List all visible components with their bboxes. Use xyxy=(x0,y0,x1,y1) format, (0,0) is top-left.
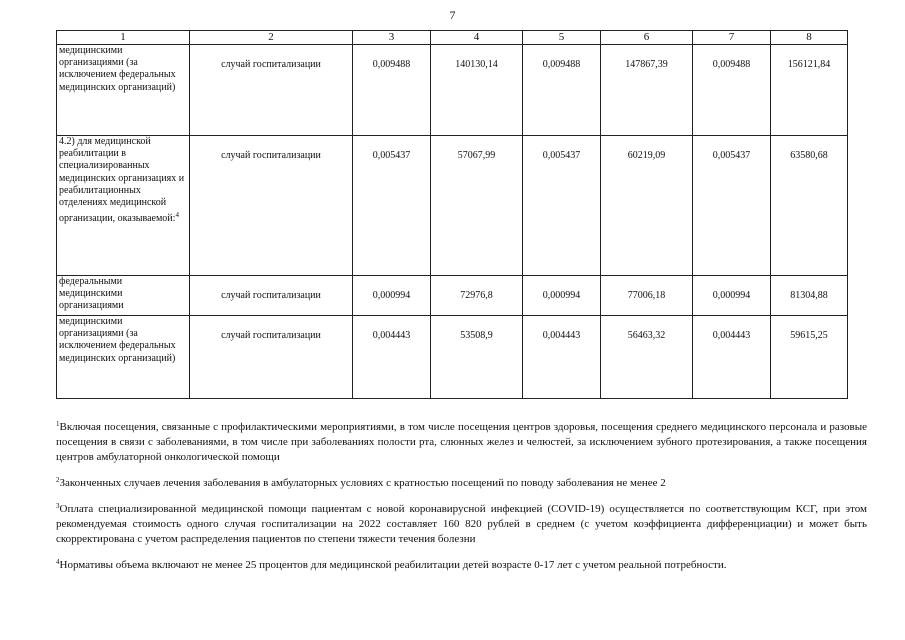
value-cell: 63580,68 xyxy=(771,136,848,276)
column-header: 8 xyxy=(771,31,848,45)
value-cell: 0,000994 xyxy=(353,276,431,316)
table-row xyxy=(57,45,848,136)
column-header: 4 xyxy=(431,31,523,45)
value-cell: 53508,9 xyxy=(431,316,523,399)
footnote-text: Оплата специализированной медицинской помощи пациентам с новой коронавирусной инфекцией (COVID-19) осуществляется по соответствующим КСГ, при этом рекомендуемая стоимость одного случая госпитализации на 2022 составляет 160 820 рублей в среднем (с учетом коэффициента дифференциации) и может быть скорректирована с учетом распределения пациентов по степени тяжести течения болезни xyxy=(56,503,867,545)
page-number: 7 xyxy=(449,8,456,22)
value-cell: 140130,14 xyxy=(431,45,523,136)
footnote xyxy=(56,555,867,573)
value-cell: 0,004443 xyxy=(353,316,431,399)
row-label: медицинскими организациями (за исключением федеральных медицинских организаций) xyxy=(57,45,190,136)
column-header: 3 xyxy=(353,31,431,45)
footnote-text: Законченных случаев лечения заболевания в амбулаторных условиях с кратностью посещений по поводу заболевания не менее 2 xyxy=(59,477,666,489)
column-number-row xyxy=(57,31,848,45)
row-label xyxy=(57,136,190,276)
value-cell: 59615,25 xyxy=(771,316,848,399)
column-header: 7 xyxy=(693,31,771,45)
value-cell: 72976,8 xyxy=(431,276,523,316)
footnote xyxy=(56,417,867,465)
value-cell: 81304,88 xyxy=(771,276,848,316)
standards-table xyxy=(56,30,848,399)
unit-cell: случай госпитализации xyxy=(190,276,353,316)
unit-cell: случай госпитализации xyxy=(190,316,353,399)
footnote-mark: 4 xyxy=(56,558,60,566)
value-cell: 0,005437 xyxy=(693,136,771,276)
unit-cell: случай госпитализации xyxy=(190,136,353,276)
value-cell: 0,009488 xyxy=(523,45,601,136)
table-row xyxy=(57,316,848,399)
footnote-text: Нормативы объема включают не менее 25 процентов для медицинской реабилитации детей возрасте 0-17 лет с учетом реальной потребности. xyxy=(59,559,727,571)
row-label: медицинскими организациями (за исключением федеральных медицинских организаций) xyxy=(57,316,190,399)
value-cell: 0,004443 xyxy=(523,316,601,399)
value-cell: 156121,84 xyxy=(771,45,848,136)
value-cell: 56463,32 xyxy=(601,316,693,399)
column-header: 6 xyxy=(601,31,693,45)
footnote-text: Включая посещения, связанные с профилактическими мероприятиями, в том числе посещения центров здоровья, посещения среднего медицинского персонала и разовые посещения в связи с заболеваниями, в том числе при заболеваниях полости рта, слюнных желез и челюстей, за исключением зубного протезирования, а также посещения центров амбулаторной онкологической помощи xyxy=(56,421,867,463)
footnote xyxy=(56,473,867,491)
value-cell: 0,009488 xyxy=(353,45,431,136)
value-cell: 0,000994 xyxy=(523,276,601,316)
column-header: 2 xyxy=(190,31,353,45)
footnote-mark: 3 xyxy=(56,502,60,510)
value-cell: 0,005437 xyxy=(523,136,601,276)
footnote-ref: 4 xyxy=(175,211,179,220)
footnote-mark: 2 xyxy=(56,476,60,484)
column-header: 5 xyxy=(523,31,601,45)
unit-cell: случай госпитализации xyxy=(190,45,353,136)
value-cell: 0,005437 xyxy=(353,136,431,276)
row-label-text: 4.2) для медицинской реабилитации в специализированных медицинских организациях и реабилитационных отделениях медицинской организации, оказываемой: xyxy=(59,136,185,225)
row-label: федеральными медицинскими организациями xyxy=(57,276,190,316)
footnote xyxy=(56,499,867,547)
value-cell: 0,000994 xyxy=(693,276,771,316)
footnotes xyxy=(56,417,867,581)
value-cell: 57067,99 xyxy=(431,136,523,276)
value-cell: 77006,18 xyxy=(601,276,693,316)
table-row xyxy=(57,276,848,316)
value-cell: 60219,09 xyxy=(601,136,693,276)
footnote-mark: 1 xyxy=(56,420,60,428)
table-row xyxy=(57,136,848,276)
value-cell: 147867,39 xyxy=(601,45,693,136)
value-cell: 0,009488 xyxy=(693,45,771,136)
column-header: 1 xyxy=(57,31,190,45)
value-cell: 0,004443 xyxy=(693,316,771,399)
